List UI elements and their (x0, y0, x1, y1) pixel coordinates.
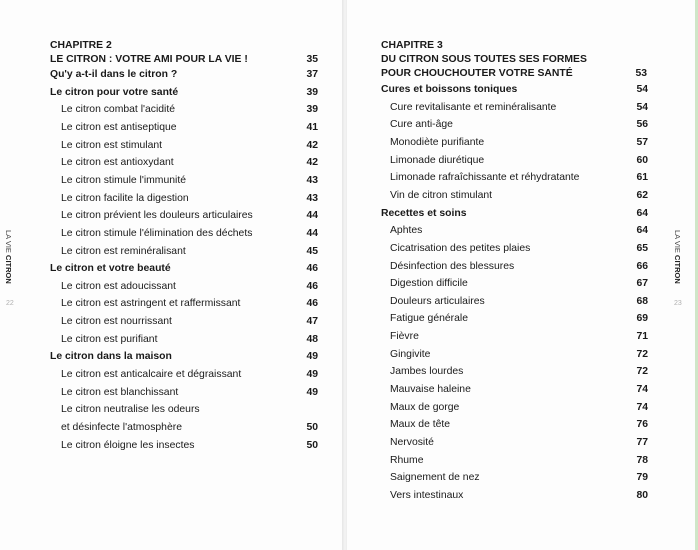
toc-entry-page: 41 (306, 121, 318, 133)
toc-entry-page: 71 (636, 331, 648, 343)
toc-entry-page: 42 (306, 139, 318, 151)
toc-entry-title: Saignement de nez (390, 472, 480, 484)
toc-entry (347, 453, 698, 469)
chapter-3-page: 53 (635, 68, 647, 79)
toc-entry (347, 153, 698, 169)
toc-entry (0, 85, 343, 101)
toc-entry-title: Limonade diurétique (390, 154, 485, 166)
toc-entry-page: 46 (306, 263, 318, 275)
toc-entry (0, 173, 343, 189)
toc-entry-title: Jambes lourdes (390, 366, 464, 378)
toc-entry-page: 64 (636, 225, 648, 237)
toc-entry-page: 45 (306, 245, 318, 257)
running-head-right (673, 230, 682, 284)
toc-entry-title: Le citron stimule l'immunité (61, 174, 186, 186)
toc-entry-title: Le citron est antiseptique (61, 121, 177, 133)
right-page (347, 0, 698, 550)
toc-entry-title: Maux de gorge (390, 401, 460, 413)
running-head-title: CITRON (4, 255, 13, 284)
toc-entry (347, 488, 698, 504)
chapter-3-title-line2: POUR CHOUCHOUTER VOTRE SANTÉ (381, 68, 573, 79)
toc-entry-title: Le citron est blanchissant (61, 386, 179, 398)
toc-entry-page: 72 (636, 348, 648, 360)
toc-entry-page: 56 (636, 119, 648, 131)
toc-entry-page: 44 (306, 210, 318, 222)
toc-entry (347, 223, 698, 239)
toc-entry (347, 259, 698, 275)
toc-entry (347, 400, 698, 416)
toc-entry-title: Douleurs articulaires (390, 295, 485, 307)
toc-entry (0, 402, 343, 418)
chapter-3-label: CHAPITRE 3 (381, 40, 443, 51)
left-page (0, 0, 343, 550)
toc-entry-page: 66 (636, 260, 648, 272)
toc-entry (347, 206, 698, 222)
toc-entry (0, 244, 343, 260)
toc-entry (347, 364, 698, 380)
toc-entry-title: Cures et boissons toniques (381, 84, 518, 95)
toc-entry (0, 349, 343, 365)
toc-entry (347, 347, 698, 363)
toc-entry-title: Le citron est antioxydant (61, 157, 174, 169)
toc-entry (347, 311, 698, 327)
toc-entry-page: 61 (636, 172, 648, 184)
toc-entry-page: 39 (306, 104, 318, 116)
toc-entry-page: 39 (306, 86, 318, 98)
toc-entry-title: Gingivite (390, 348, 431, 360)
toc-entry (0, 438, 343, 454)
toc-entry-page: 62 (636, 189, 648, 201)
toc-entry-title: Le citron combat l'acidité (61, 104, 176, 116)
chapter-2-title: LE CITRON : VOTRE AMI POUR LA VIE ! (50, 54, 248, 65)
toc-entry (347, 417, 698, 433)
toc-entry-page: 48 (306, 333, 318, 345)
toc-entry-title: Cure anti-âge (390, 119, 453, 131)
toc-entry-title: Cicatrisation des petites plaies (390, 242, 531, 254)
toc-entry-title: Le citron est adoucissant (61, 280, 176, 292)
toc-entry-page: 65 (636, 242, 648, 254)
running-head-left (4, 230, 13, 284)
toc-entry (347, 170, 698, 186)
toc-entry (0, 367, 343, 383)
toc-entry-title: Vers intestinaux (390, 489, 464, 501)
toc-entry-title: Monodiète purifiante (390, 136, 485, 148)
chapter-2-label: CHAPITRE 2 (50, 40, 112, 51)
toc-entry-page: 50 (306, 439, 318, 451)
toc-entry-page: 78 (636, 454, 648, 466)
toc-entry-title: Désinfection des blessures (390, 260, 515, 272)
toc-entry (0, 420, 343, 436)
toc-entry (0, 138, 343, 154)
toc-entry (0, 332, 343, 348)
toc-entry-page: 49 (306, 369, 318, 381)
toc-entry-page: 43 (306, 192, 318, 204)
toc-entry (347, 382, 698, 398)
toc-entry (347, 241, 698, 257)
toc-entry-title: Digestion difficile (390, 278, 468, 290)
toc-entry (0, 314, 343, 330)
toc-entry-title: Fièvre (390, 331, 419, 343)
toc-entry (0, 67, 343, 83)
toc-entry-title: Le citron est stimulant (61, 139, 163, 151)
running-head-prefix: LA VIE (4, 230, 13, 253)
toc-entry-page: 54 (636, 84, 648, 95)
toc-entry-page: 68 (636, 295, 648, 307)
toc-entry-title: Le citron stimule l'élimination des déchets (61, 227, 253, 239)
toc-entry-page: 44 (306, 227, 318, 239)
toc-entry-page: 42 (306, 157, 318, 169)
toc-entry (0, 296, 343, 312)
toc-entry-page: 74 (636, 401, 648, 413)
toc-entry (347, 117, 698, 133)
folio-right: 23 (674, 300, 682, 307)
toc-entry (0, 226, 343, 242)
toc-entry-page: 46 (306, 280, 318, 292)
toc-entry-title: Rhume (390, 454, 424, 466)
running-head-prefix: LA VIE (673, 230, 682, 253)
toc-entry-page: 57 (636, 136, 648, 148)
toc-entry-page: 47 (306, 316, 318, 328)
toc-entry (347, 100, 698, 116)
toc-entry-title: Le citron pour votre santé (50, 86, 179, 98)
toc-entry (0, 155, 343, 171)
toc-entry-page: 77 (636, 437, 648, 448)
toc-entry-title: Le citron est astringent et raffermissant (61, 298, 241, 310)
toc-entry-page: 64 (636, 207, 648, 219)
toc-entry-title: et désinfecte l'atmosphère (61, 422, 182, 433)
toc-entry-title: Maux de tête (390, 419, 451, 431)
toc-entry-page: 49 (306, 351, 318, 363)
toc-entry-page: 60 (636, 154, 648, 166)
toc-entry (347, 435, 698, 451)
toc-entry (0, 208, 343, 224)
toc-entry-title: Aphtes (390, 225, 423, 237)
toc-entry (347, 470, 698, 486)
toc-entry (0, 385, 343, 401)
toc-entry-page: 43 (306, 174, 318, 186)
toc-entry-title: Le citron est purifiant (61, 333, 158, 345)
toc-entry (347, 188, 698, 204)
toc-entry-page: 69 (636, 313, 648, 325)
toc-entry-page: 50 (306, 422, 318, 433)
toc-entry-page: 67 (636, 278, 648, 290)
toc-entry-title: Le citron et votre beauté (50, 263, 171, 275)
toc-entry-page: 72 (636, 366, 648, 378)
toc-entry-title: Limonade rafraîchissante et réhydratante (390, 172, 580, 184)
toc-entry (0, 279, 343, 295)
toc-entry-title: Le citron prévient les douleurs articulaires (61, 210, 253, 222)
running-head-title: CITRON (673, 255, 682, 284)
toc-entry-title: Mauvaise haleine (390, 384, 471, 396)
chapter-2-page: 35 (306, 54, 318, 65)
toc-entry (0, 120, 343, 136)
toc-entry-title: Le citron dans la maison (50, 351, 172, 363)
toc-entry-title: Le citron éloigne les insectes (61, 439, 195, 451)
toc-entry-title: Cure revitalisante et reminéralisante (390, 101, 557, 113)
toc-entry (0, 102, 343, 118)
toc-entry-title: Vin de citron stimulant (390, 189, 493, 201)
toc-entry-page: 37 (306, 69, 318, 80)
toc-entry-title: Le citron neutralise les odeurs (61, 404, 200, 416)
toc-entry-title: Le citron est anticalcaire et dégraissant (61, 369, 242, 381)
toc-entry-page: 76 (636, 419, 648, 431)
folio-left: 22 (6, 300, 14, 307)
toc-entry-page: 80 (636, 489, 648, 501)
toc-entry (0, 191, 343, 207)
toc-entry (347, 135, 698, 151)
toc-entry (347, 276, 698, 292)
toc-entry-page: 54 (636, 101, 648, 113)
toc-entry-page: 46 (306, 298, 318, 310)
toc-entry-title: Le citron est reminéralisant (61, 245, 186, 257)
chapter-3-title-line1: DU CITRON SOUS TOUTES SES FORMES (381, 54, 587, 65)
toc-entry-page: 74 (636, 384, 648, 396)
toc-entry-title: Recettes et soins (381, 207, 467, 219)
toc-entry-title: Nervosité (390, 437, 434, 448)
toc-entry (347, 82, 698, 98)
toc-entry (347, 329, 698, 345)
toc-entry-title: Qu'y a-t-il dans le citron ? (50, 69, 178, 80)
toc-entry (0, 261, 343, 277)
toc-entry (347, 294, 698, 310)
toc-entry-title: Fatigue générale (390, 313, 468, 325)
toc-entry-page: 79 (636, 472, 648, 484)
toc-entry-title: Le citron facilite la digestion (61, 192, 189, 204)
toc-entry-title: Le citron est nourrissant (61, 316, 172, 328)
toc-entry-page: 49 (306, 386, 318, 398)
